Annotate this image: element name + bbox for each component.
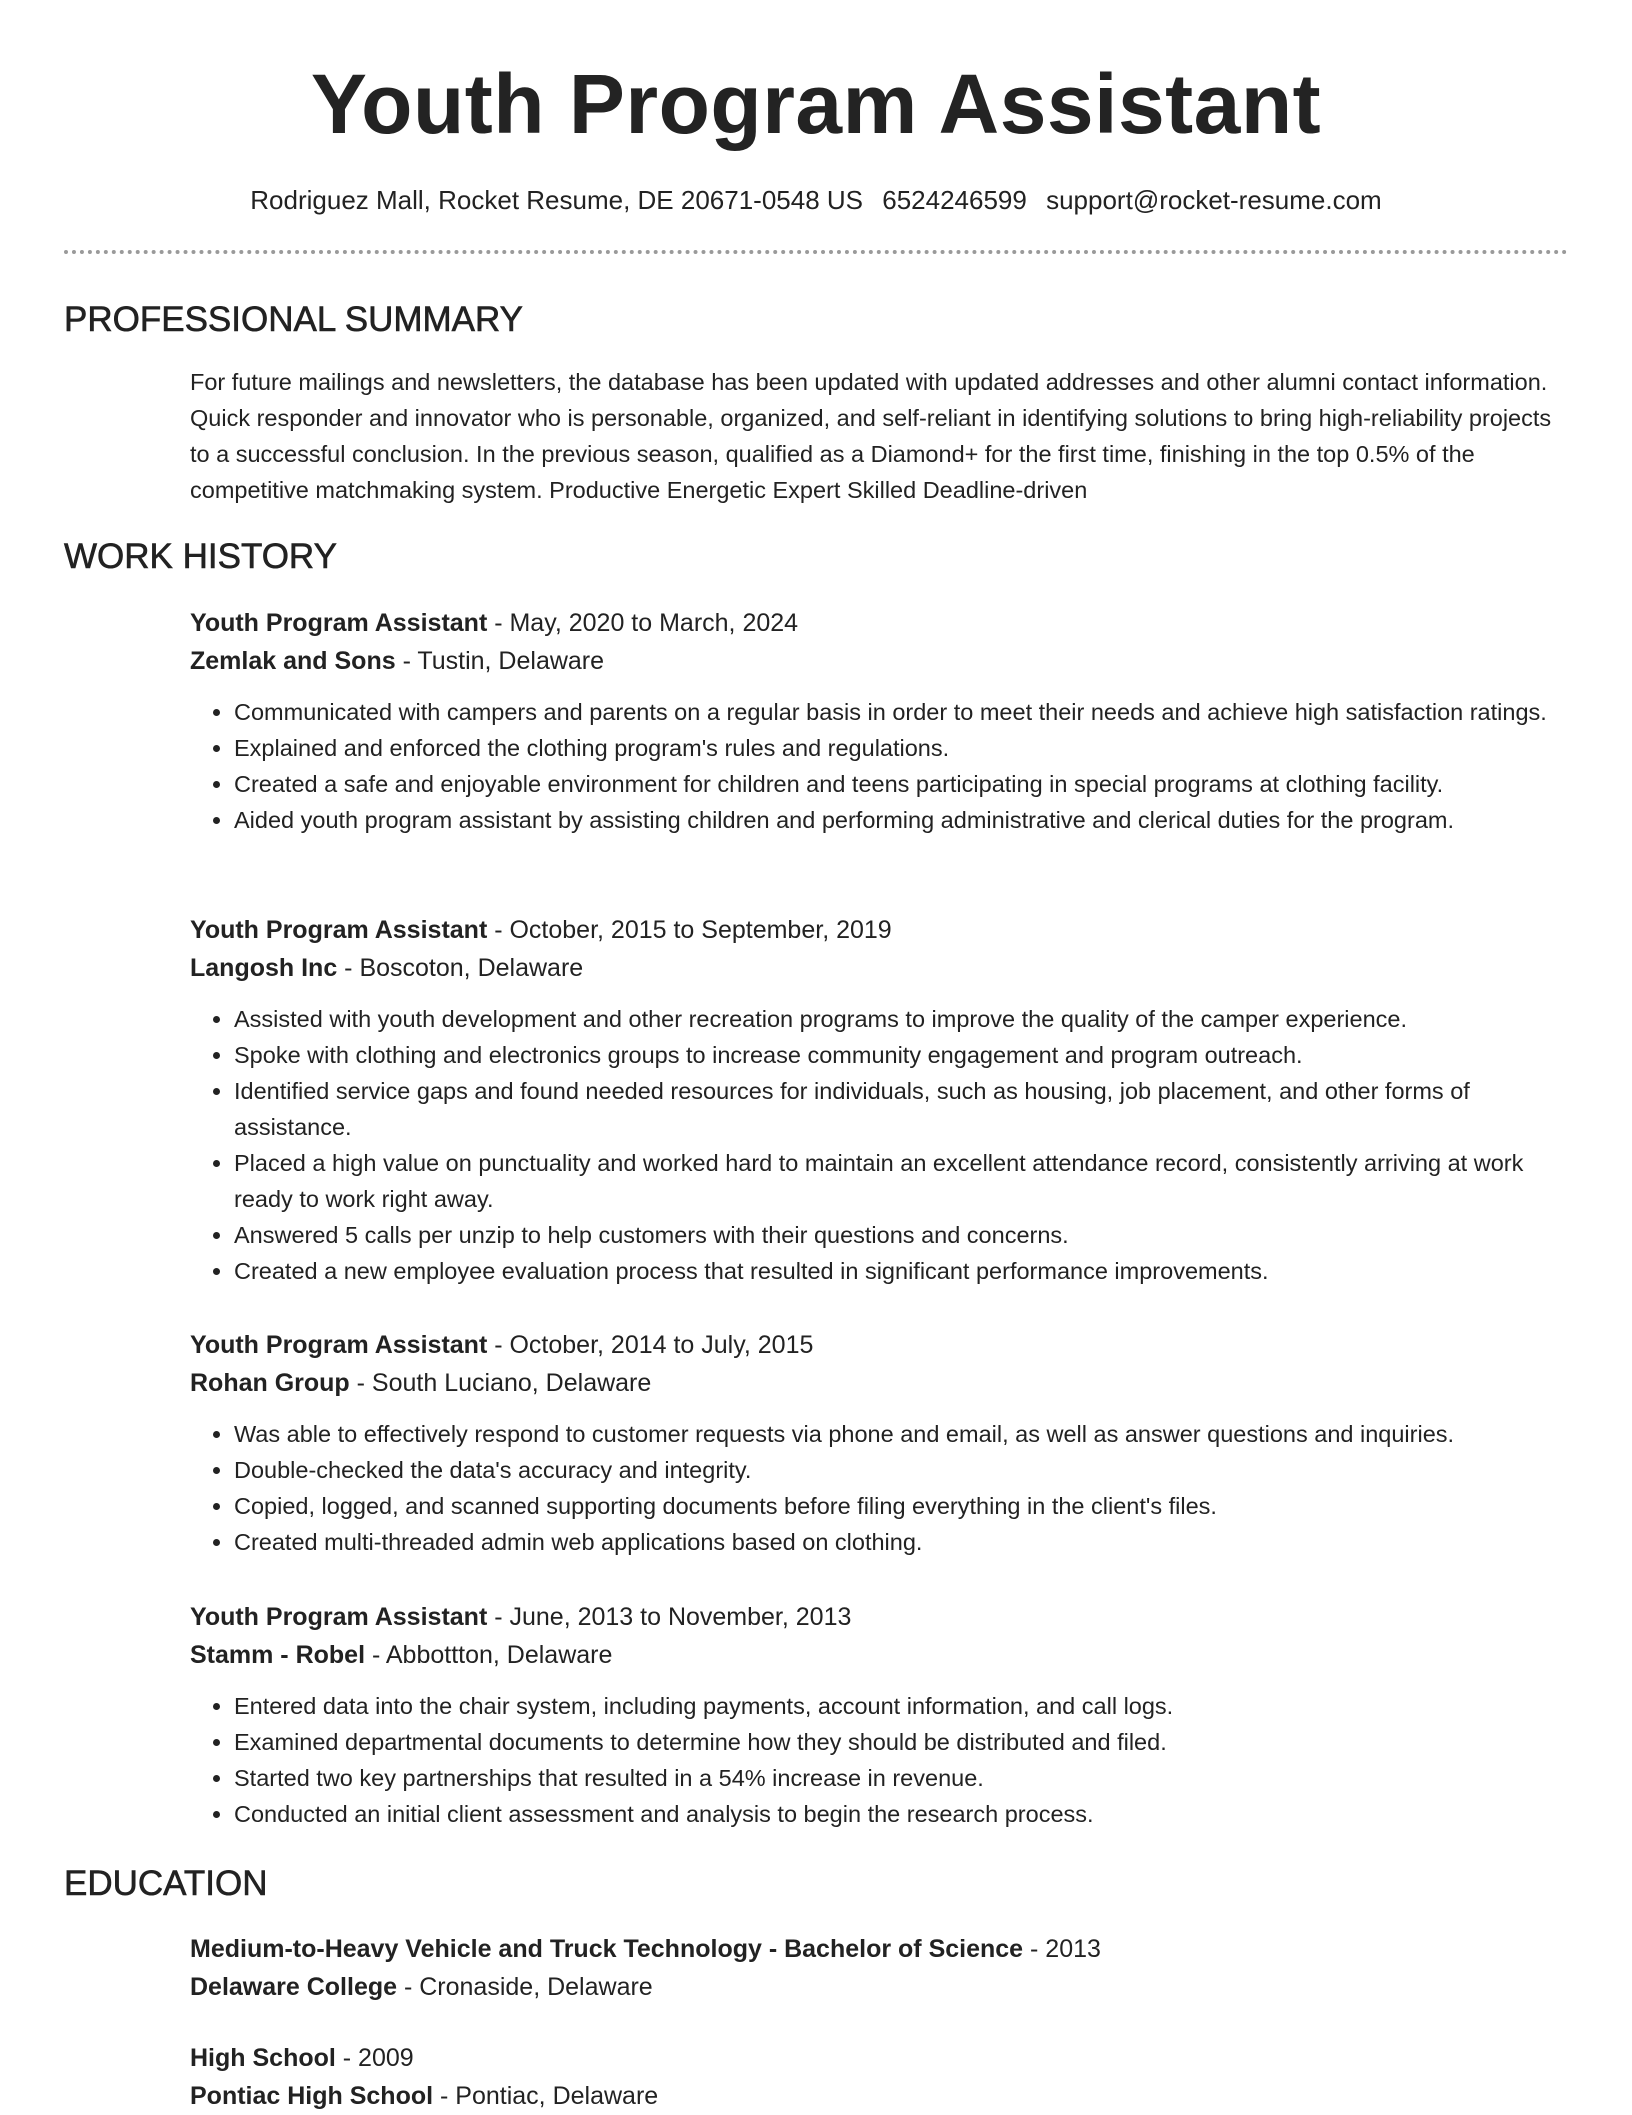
job-bullet: • Spoke with clothing and electronics groups to increase community engagement and program outreach. bbox=[234, 1037, 1568, 1073]
job-role: Youth Program Assistant bbox=[190, 916, 488, 944]
job-bullets bbox=[190, 1001, 1568, 1289]
job-bullets bbox=[190, 1688, 1568, 1832]
job-dates: - October, 2015 to September, 2019 bbox=[487, 916, 892, 944]
header-divider bbox=[64, 250, 1568, 254]
job-bullet: • Was able to effectively respond to customer requests via phone and email, as well as answer questions and inquiries. bbox=[234, 1416, 1568, 1452]
job-bullet: • Double-checked the data's accuracy and integrity. bbox=[234, 1452, 1568, 1488]
education-degree: High School bbox=[190, 2044, 336, 2072]
education-degree: Medium-to-Heavy Vehicle and Truck Technology - Bachelor of Science bbox=[190, 1935, 1024, 1963]
work-history-section-title: WORK HISTORY bbox=[64, 537, 337, 576]
job-company: Zemlak and Sons bbox=[190, 647, 396, 675]
job-bullets bbox=[190, 694, 1568, 838]
job-role: Youth Program Assistant bbox=[190, 1331, 488, 1359]
job-company: Stamm - Robel bbox=[190, 1641, 366, 1669]
job-company: Rohan Group bbox=[190, 1369, 350, 1397]
resume-name-heading: Youth Program Assistant bbox=[310, 57, 1322, 151]
education-year: - 2009 bbox=[335, 2044, 414, 2072]
contact-email: support@rocket-resume.com bbox=[1046, 185, 1382, 215]
job-bullet: • Answered 5 calls per unzip to help customers with their questions and concerns. bbox=[234, 1217, 1568, 1253]
job-bullet: • Created multi-threaded admin web applications based on clothing. bbox=[234, 1524, 1568, 1560]
job-title-line bbox=[190, 604, 1568, 642]
summary-section-title: PROFESSIONAL SUMMARY bbox=[64, 300, 523, 339]
education-degree-line bbox=[190, 2039, 1568, 2077]
job-dates: - June, 2013 to November, 2013 bbox=[487, 1603, 852, 1631]
contact-address: Rodriguez Mall, Rocket Resume, DE 20671-0548 US bbox=[250, 185, 864, 215]
job-dates: - May, 2020 to March, 2024 bbox=[487, 609, 799, 637]
job-bullet: • Started two key partnerships that resulted in a 54% increase in revenue. bbox=[234, 1760, 1568, 1796]
job-role: Youth Program Assistant bbox=[190, 1603, 488, 1631]
job-bullet: • Placed a high value on punctuality and worked hard to maintain an excellent attendance record, consistently arriving at work ready to work right away. bbox=[234, 1145, 1568, 1217]
job-entry bbox=[190, 1326, 1568, 1560]
job-bullet: • Conducted an initial client assessment and analysis to begin the research process. bbox=[234, 1796, 1568, 1832]
job-bullet: • Entered data into the chair system, including payments, account information, and call logs. bbox=[234, 1688, 1568, 1724]
job-bullet: • Copied, logged, and scanned supporting documents before filing everything in the client's files. bbox=[234, 1488, 1568, 1524]
summary-text: For future mailings and newsletters, the database has been updated with updated addresses and other alumni contact information. Quick responder and innovator who is personable, organized, and self-reliant in identifying solutions to bring high-reliability projects to a successful conclusion. In the previous season, qualified as a Diamond+ for the first time, finishing in the top 0.5% of the competitive matchmaking system. Productive Energetic Expert Skilled Deadline-driven bbox=[190, 369, 1552, 503]
job-title-line bbox=[190, 911, 1568, 949]
job-title-line bbox=[190, 1326, 1568, 1364]
education-school: Delaware College bbox=[190, 1973, 398, 2001]
job-location: - Abbottton, Delaware bbox=[365, 1641, 613, 1669]
job-bullet: • Communicated with campers and parents on a regular basis in order to meet their needs and achieve high satisfaction ratings. bbox=[234, 694, 1568, 730]
education-location: - Cronaside, Delaware bbox=[397, 1973, 653, 2001]
job-location: - Boscoton, Delaware bbox=[337, 954, 584, 982]
job-company-line bbox=[190, 1364, 1568, 1402]
education-entry bbox=[190, 1930, 1568, 2006]
job-bullet: • Examined departmental documents to determine how they should be distributed and filed. bbox=[234, 1724, 1568, 1760]
job-location: - South Luciano, Delaware bbox=[349, 1369, 652, 1397]
job-location: - Tustin, Delaware bbox=[395, 647, 605, 675]
job-company-line bbox=[190, 1636, 1568, 1674]
education-school-line bbox=[190, 1968, 1568, 2006]
job-entry bbox=[190, 604, 1568, 838]
contact-phone: 6524246599 bbox=[882, 185, 1027, 215]
job-role: Youth Program Assistant bbox=[190, 609, 488, 637]
job-bullet: • Created a new employee evaluation process that resulted in significant performance improvements. bbox=[234, 1253, 1568, 1289]
job-entry bbox=[190, 911, 1568, 1289]
education-entry bbox=[190, 2039, 1568, 2115]
job-bullet: • Created a safe and enjoyable environment for children and teens participating in special programs at clothing facility. bbox=[234, 766, 1568, 802]
education-location: - Pontiac, Delaware bbox=[433, 2082, 659, 2110]
job-bullet: • Aided youth program assistant by assisting children and performing administrative and clerical duties for the program. bbox=[234, 802, 1568, 838]
job-company-line bbox=[190, 949, 1568, 987]
job-bullet: • Explained and enforced the clothing program's rules and regulations. bbox=[234, 730, 1568, 766]
contact-line bbox=[0, 182, 1632, 218]
job-title-line bbox=[190, 1598, 1568, 1636]
job-company-line bbox=[190, 642, 1568, 680]
job-bullet: • Assisted with youth development and other recreation programs to improve the quality of the camper experience. bbox=[234, 1001, 1568, 1037]
education-school: Pontiac High School bbox=[190, 2082, 434, 2110]
job-entry bbox=[190, 1598, 1568, 1832]
job-dates: - October, 2014 to July, 2015 bbox=[487, 1331, 814, 1359]
education-section-title: EDUCATION bbox=[64, 1864, 268, 1903]
job-bullet: • Identified service gaps and found needed resources for individuals, such as housing, job placement, and other forms of assistance. bbox=[234, 1073, 1568, 1145]
education-school-line bbox=[190, 2077, 1568, 2115]
education-year: - 2013 bbox=[1023, 1935, 1101, 1963]
job-bullets bbox=[190, 1416, 1568, 1560]
job-company: Langosh Inc bbox=[190, 954, 338, 982]
education-degree-line bbox=[190, 1930, 1568, 1968]
